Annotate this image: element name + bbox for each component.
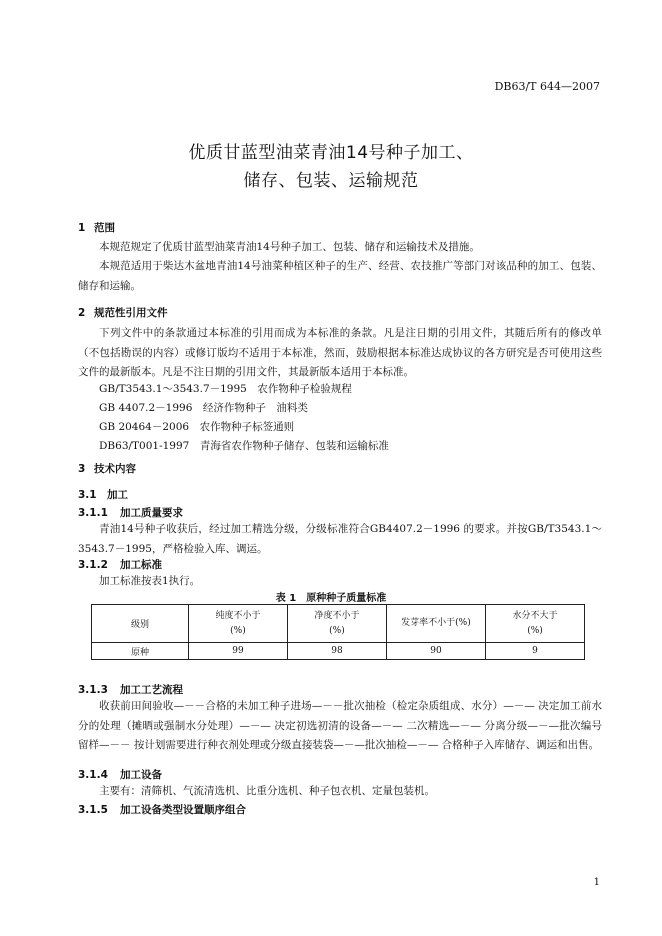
- table-header-cell: [386, 605, 485, 643]
- section-number: 3.1.4: [78, 769, 108, 781]
- moisture-cell: 9: [485, 643, 584, 660]
- section-number: 2: [78, 307, 86, 319]
- section-title: 加工工艺流程: [120, 684, 183, 696]
- section-title: 加工质量要求: [120, 507, 183, 519]
- grade-header: 级别: [130, 620, 149, 630]
- section-3-1-1-heading: [78, 505, 183, 520]
- header-unit: (%): [527, 625, 543, 636]
- section-title: 加工设备类型设置顺序组合: [120, 804, 246, 816]
- header-line: 发芽率不小于(%): [401, 618, 471, 628]
- section-number: 3.1.3: [78, 684, 108, 696]
- grade-cell: 原种: [92, 643, 189, 660]
- table-header-cell: [287, 605, 386, 643]
- section-3-1-4-paragraph: 主要有：清筛机、气流清选机、比重分选机、种子包衣机、定量包装机。: [99, 785, 435, 797]
- section-3-1-1-paragraph: 青油14号种子收获后，经过加工精选分级，分级标准符合GB4407.2－1996 的要求。并按GB/T3543.1～3543.7－1995，严格检验入库、调运。: [78, 523, 602, 555]
- section-title: 加工标准: [120, 559, 162, 571]
- reference-item: GB/T3543.1～3543.7－1995 农作物种子检验规程: [99, 383, 352, 395]
- section-title: 加工设备: [120, 769, 162, 781]
- section-title: 技术内容: [94, 463, 136, 475]
- table-header-cell: [485, 605, 584, 643]
- section-title: 规范性引用文件: [94, 307, 168, 319]
- germination-cell: 90: [386, 643, 485, 660]
- reference-item: DB63/T001-1997 青海省农作物种子储存、包装和运输标准: [99, 440, 389, 452]
- cleanliness-cell: 98: [287, 643, 386, 660]
- table-row: [92, 643, 585, 660]
- section-title: 范围: [94, 222, 115, 234]
- section-number: 3.1.2: [78, 559, 108, 571]
- reference-item: GB 20464－2006 农作物种子标签通则: [99, 421, 295, 433]
- section-1-heading: [78, 220, 115, 235]
- section-3-1-3-paragraph: 收获前田间验收—－－合格的未加工种子进场—－－批次抽检（检定杂质组成、水分）—－— 决定加工前水分的处理（摊晒或强制水分处理）—－— 决定初选初清的设备—－— 二次精选—－— 分离分级—－—批次编号留样—－－ 按计划需要进行种衣剂处理或分级直接装袋—－—批次抽检—－— 合格种子入库储存、调运和出售。: [78, 700, 602, 751]
- table-header-row: [92, 605, 585, 643]
- section-number: 1: [78, 222, 86, 234]
- table-header-cell: [188, 605, 287, 643]
- section-number: 3.1: [78, 489, 97, 501]
- section-2-paragraph-1: 下列文件中的条款通过本标准的引用而成为本标准的条款。凡是注日期的引用文件，其随后所有的修改单（不包括勘误的内容）或修订版均不适用于本标准，然而，鼓励根据本标准达成协议的各方研究是否可使用这些文件的最新版本。凡是不注日期的引用文件，其最新版本适用于本标准。: [78, 327, 602, 378]
- section-3-1-5-heading: [78, 802, 246, 817]
- header-unit: (%): [329, 625, 345, 636]
- header-line: 纯度不小于: [215, 610, 261, 621]
- section-3-1-4-heading: [78, 767, 162, 782]
- section-3-1-2-heading: [78, 557, 162, 572]
- section-number: 3: [78, 463, 86, 475]
- section-number: 3.1.1: [78, 507, 108, 519]
- section-3-heading: [78, 461, 136, 476]
- document-title-line2: 储存、包装、运输规范: [243, 171, 419, 191]
- document-title-line1: 优质甘蓝型油菜青油14号种子加工、: [188, 143, 474, 163]
- header-unit: (%): [230, 625, 246, 636]
- standard-code: DB63/T 644—2007: [494, 80, 600, 93]
- header-line: 水分不大于: [512, 610, 558, 621]
- section-title: 加工: [107, 489, 128, 501]
- section-3-1-heading: [78, 487, 128, 502]
- header-line: 净度不小于: [314, 610, 360, 621]
- section-3-1-3-heading: [78, 682, 183, 697]
- page-number: 1: [593, 877, 600, 888]
- section-3-1-2-paragraph: 加工标准按表1执行。: [99, 575, 201, 587]
- section-1-paragraph-1: 本规范规定了优质甘蓝型油菜青油14号种子加工、包装、储存和运输技术及措施。: [99, 241, 480, 253]
- reference-item: GB 4407.2－1996 经济作物种子 油料类: [99, 402, 308, 414]
- table-header-cell: [92, 605, 189, 643]
- purity-cell: 99: [188, 643, 287, 660]
- section-number: 3.1.5: [78, 804, 108, 816]
- section-1-paragraph-2: 本规范适用于柴达木盆地青油14号油菜种植区种子的生产、经营、农技推广等部门对该品种的加工、包装、储存和运输。: [78, 260, 602, 292]
- quality-standard-table: [91, 604, 585, 660]
- section-2-heading: [78, 305, 168, 320]
- table-1-caption: 表 1 原种种子质量标准: [275, 593, 387, 604]
